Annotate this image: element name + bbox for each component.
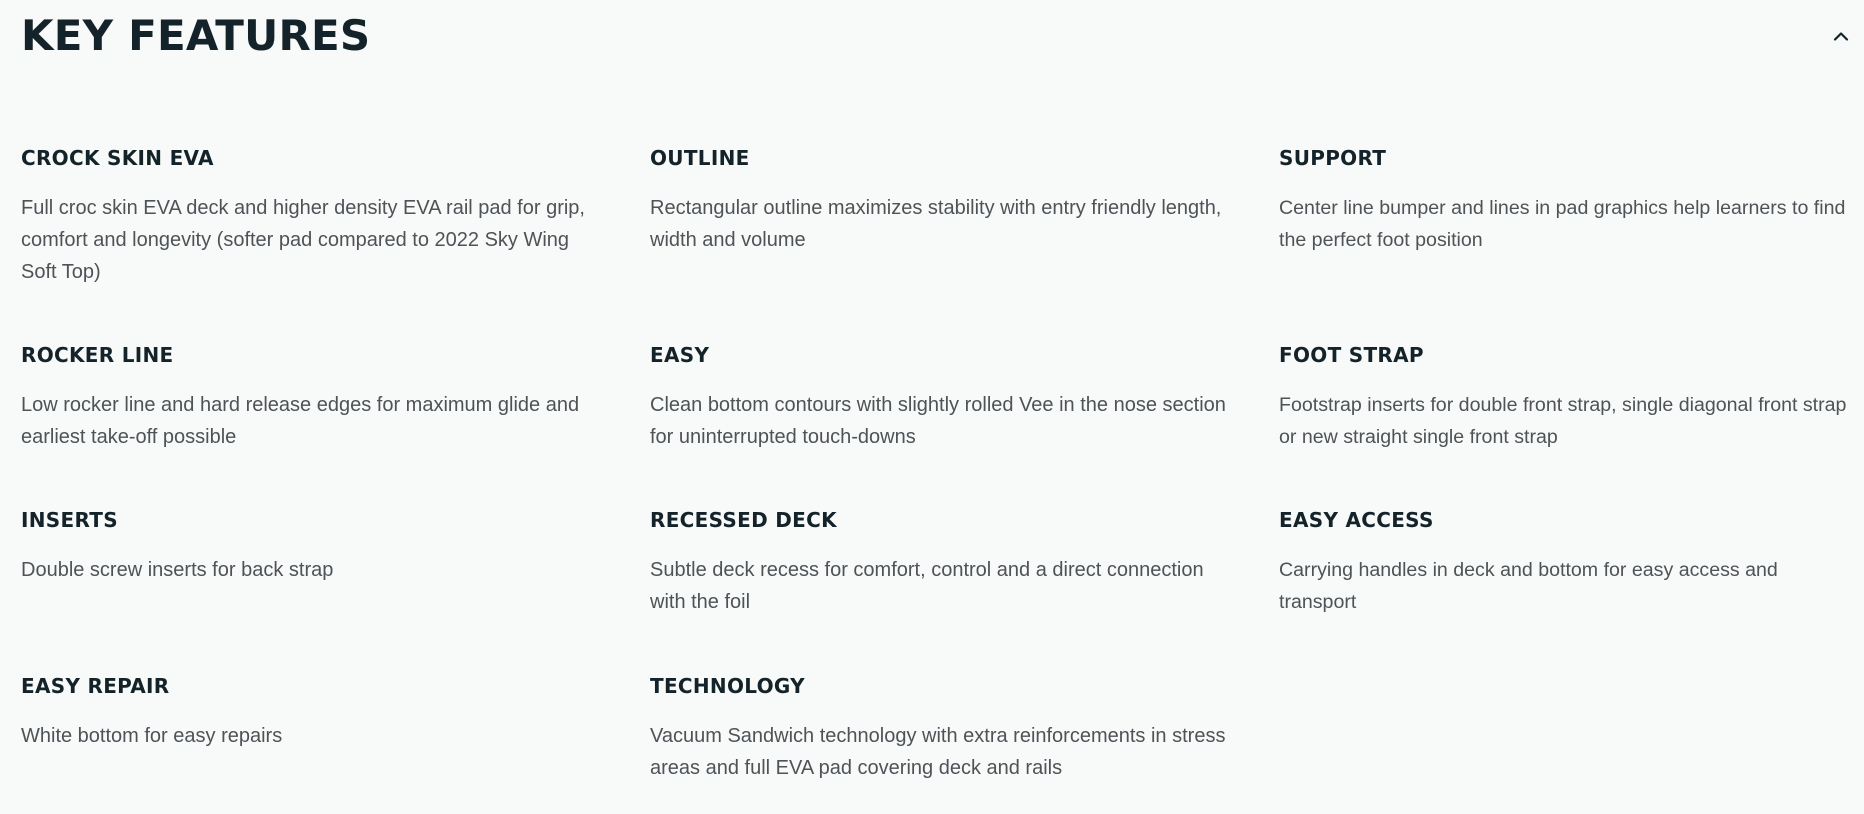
feature-title: OUTLINE [650,146,750,170]
feature-description: Carrying handles in deck and bottom for easy access and transport [1279,559,1778,613]
feature-item-easy [650,343,1279,508]
feature-item-inserts [21,508,650,674]
feature-title: EASY [650,343,710,367]
feature-description: Low rocker line and hard release edges for maximum glide and earliest take-off possible [21,394,580,448]
feature-title: EASY ACCESS [1279,508,1434,532]
feature-title: EASY REPAIR [21,674,170,698]
feature-description: Rectangular outline maximizes stability with entry friendly length, width and volume [650,197,1222,251]
feature-title: TECHNOLOGY [650,674,805,698]
feature-title: INSERTS [21,508,118,532]
feature-description: Center line bumper and lines in pad graphics help learners to find the perfect foot position [1279,197,1846,251]
chevron-up-icon [1832,30,1850,42]
feature-description: Vacuum Sandwich technology with extra reinforcements in stress areas and full EVA pad covering deck and rails [650,725,1226,779]
feature-item-support [1279,146,1853,343]
feature-item-crock-skin-eva [21,146,650,343]
feature-description: Footstrap inserts for double front strap, single diagonal front strap or new straight single front strap [1279,394,1847,448]
section-title: KEY FEATURES [21,11,371,60]
feature-item-rocker-line [21,343,650,508]
feature-item-recessed-deck [650,508,1279,674]
feature-item-easy-repair [21,674,650,814]
feature-item-easy-access [1279,508,1853,674]
feature-item-outline [650,146,1279,343]
feature-title: FOOT STRAP [1279,343,1424,367]
features-grid [21,146,1853,814]
feature-title: CROCK SKIN EVA [21,146,214,170]
feature-description: Full croc skin EVA deck and higher density EVA rail pad for grip, comfort and longevity (softer pad compared to 2022 Sky Wing Soft Top) [21,197,585,283]
feature-item-technology [650,674,1279,814]
feature-title: RECESSED DECK [650,508,837,532]
feature-description: Clean bottom contours with slightly rolled Vee in the nose section for uninterrupted touch-downs [650,394,1226,448]
feature-title: SUPPORT [1279,146,1387,170]
feature-item-foot-strap [1279,343,1853,508]
key-features-header[interactable] [21,10,1853,68]
collapse-toggle-button[interactable] [1829,24,1853,48]
feature-description: Double screw inserts for back strap [21,559,334,581]
feature-description: Subtle deck recess for comfort, control and a direct connection with the foil [650,559,1204,613]
feature-description: White bottom for easy repairs [21,725,283,747]
feature-title: ROCKER LINE [21,343,174,367]
